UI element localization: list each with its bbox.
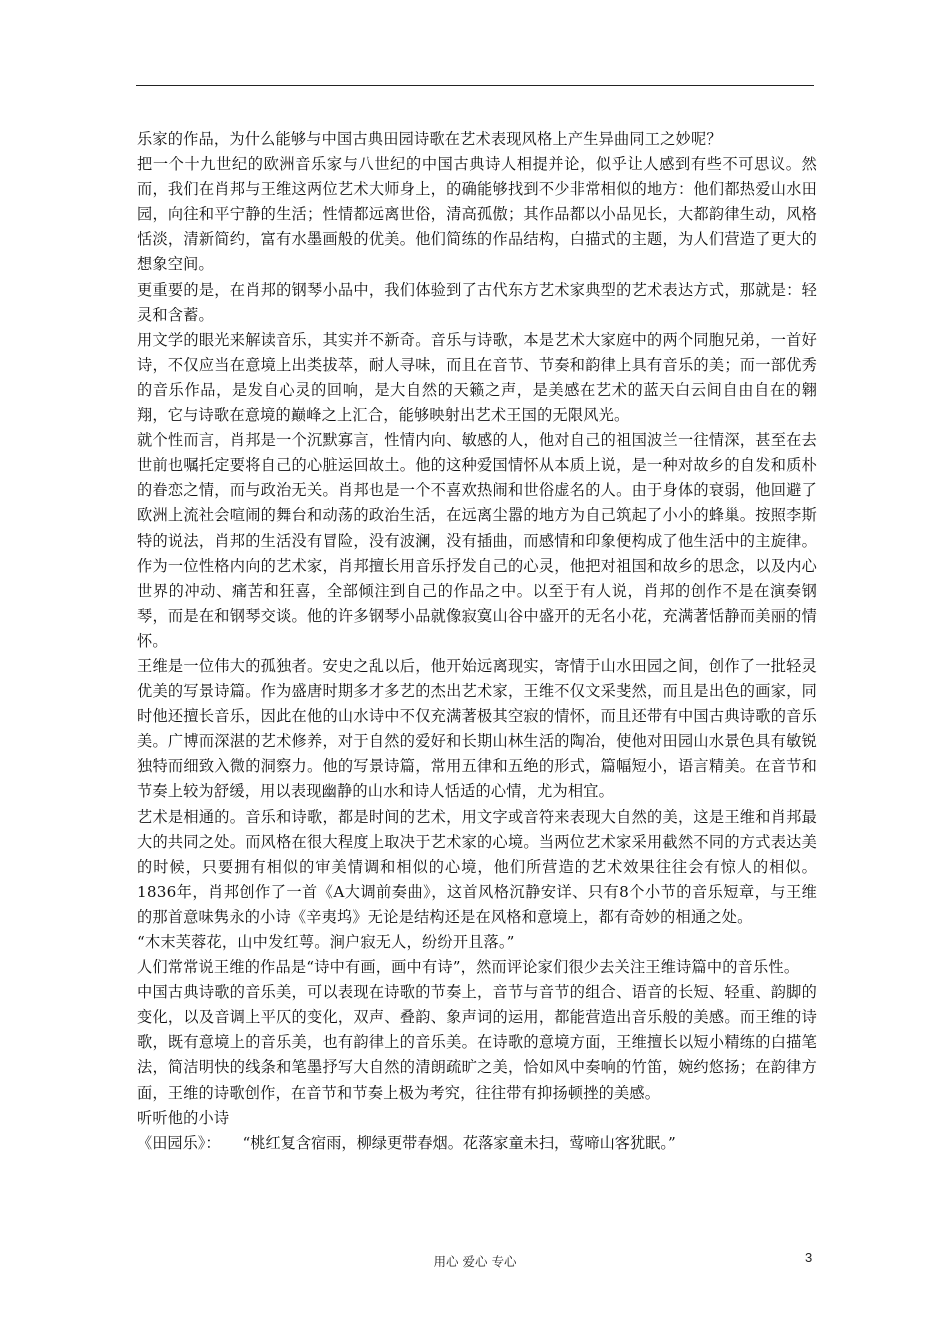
poem-line: [137, 1131, 817, 1156]
paragraph: 用文学的眼光来解读音乐，其实并不新奇。音乐与诗歌，本是艺术大家庭中的两个同胞兄弟，一首好诗，不仅应当在意境上出类拔萃，耐人寻味，而且在音节、节奏和韵律上具有音乐的美；而一部优秀的音乐作品，是发自心灵的回响，是大自然的天籁之声，是美感在艺术的蓝天白云间自由自在的翱翔，它与诗歌在意境的巅峰之上汇合，能够映射出艺术王国的无限风光。: [137, 330, 817, 425]
paragraph: 人们常常说王维的作品是“诗中有画，画中有诗”，然而评论家们很少去关注王维诗篇中的音乐性。: [137, 958, 800, 977]
poem-title: 《田园乐》：: [137, 1133, 221, 1152]
paragraph: 听听他的小诗: [137, 1108, 230, 1127]
header-rule: [136, 85, 814, 86]
footer-motto: 用心 爱心 专心: [433, 1254, 517, 1269]
paragraph: 中国古典诗歌的音乐美，可以表现在诗歌的节奏上，音节与音节的组合、语音的长短、轻重、韵脚的变化，以及音调上平仄的变化，双声、叠韵、象声词的运用，都能营造出音乐般的美感。而王维的诗歌，既有意境上的音乐美，也有韵律上的音乐美。在诗歌的意境方面，王维擅长以短小精练的白描笔法，简洁明快的线条和笔墨抒写大自然的清朗疏旷之美，恰如风中奏响的竹笛，婉约悠扬；在韵律方面，王维的诗歌创作，在音节和节奏上极为考究，往往带有抑扬顿挫的美感。: [137, 983, 817, 1102]
paragraph: 艺术是相通的。音乐和诗歌，都是时间的艺术，用文字或音符来表现大自然的美，这是王维和肖邦最大的共同之处。而风格在很大程度上取决于艺术家的心境。当两位艺术家采用截然不同的方式表达美的时候，只要拥有相似的审美情调和相似的心境，他们所营造的艺术效果往往会有惊人的相似。1836年，肖邦创作了一首《A大调前奏曲》，这首风格沉静安详、只有8个小节的音乐短章，与王维的那首意味隽永的小诗《辛夷坞》无论是结构还是在风格和意境上，都有奇妙的相通之处。: [137, 807, 817, 926]
paragraph: 更重要的是，在肖邦的钢琴小品中，我们体验到了古代东方艺术家典型的艺术表达方式，那就是：轻灵和含蓄。: [137, 280, 817, 324]
document-body: [137, 127, 817, 1156]
paragraph: 乐家的作品，为什么能够与中国古典田园诗歌在艺术表现风格上产生异曲同工之妙呢？: [137, 130, 722, 148]
page-number: 3: [805, 1250, 813, 1265]
paragraph: 把一个十九世纪的欧洲音乐家与八世纪的中国古典诗人相提并论，似乎让人感到有些不可思议。然而，我们在肖邦与王维这两位艺术大师身上，的确能够找到不少非常相似的地方：他们都热爱山水田园，向往和平宁静的生活；性情都远离世俗，清高孤傲；其作品都以小品见长，大都韵律生动，风格恬淡，清新简约，富有水墨画般的优美。他们简练的作品结构，白描式的主题，为人们营造了更大的想象空间。: [137, 155, 817, 274]
poem-quote: “木末芙蓉花，山中发红萼。涧户寂无人，纷纷开且落。”: [137, 933, 515, 951]
paragraph: 就个性而言，肖邦是一个沉默寡言，性情内向、敏感的人，他对自己的祖国波兰一往情深，甚至在去世前也嘱托定要将自己的心脏运回故土。他的这种爱国情怀从本质上说，是一种对故乡的自发和质朴的眷恋之情，而与政治无关。肖邦也是一个不喜欢热闹和世俗虚名的人。由于身体的衰弱，他回避了欧洲上流社会喧闹的舞台和动荡的政治生活，在远离尘嚣的地方为自己筑起了小小的蜂巢。按照李斯特的说法，肖邦的生活没有冒险，没有波澜，没有插曲，而感情和印象便构成了他生活中的主旋律。作为一位性格内向的艺术家，肖邦擅长用音乐抒发自己的心灵，他把对祖国和故乡的思念，以及内心世界的冲动、痛苦和狂喜，全部倾注到自己的作品之中。以至于有人说，肖邦的创作不是在演奏钢琴，而是在和钢琴交谈。他的许多钢琴小品就像寂寞山谷中盛开的无名小花，充满著恬静而美丽的情怀。: [137, 431, 817, 650]
poem-text: “桃红复含宿雨，柳绿更带春烟。花落家童未扫，莺啼山客犹眠。”: [242, 1133, 676, 1152]
paragraph: 王维是一位伟大的孤独者。安史之乱以后，他开始远离现实，寄情于山水田园之间，创作了一批轻灵优美的写景诗篇。作为盛唐时期多才多艺的杰出艺术家，王维不仅文采斐然，而且是出色的画家，同时他还擅长音乐，因此在他的山水诗中不仅充满著极其空寂的情怀，而且还带有中国古典诗歌的音乐美。广博而深湛的艺术修养，对于自然的爱好和长期山林生活的陶冶，使他对田园山水景色具有敏锐独特而细致入微的洞察力。他的写景诗篇，常用五律和五绝的形式，篇幅短小，语言精美。在音节和节奏上较为舒缓，用以表现幽静的山水和诗人恬适的心情，尤为相宜。: [137, 656, 817, 801]
